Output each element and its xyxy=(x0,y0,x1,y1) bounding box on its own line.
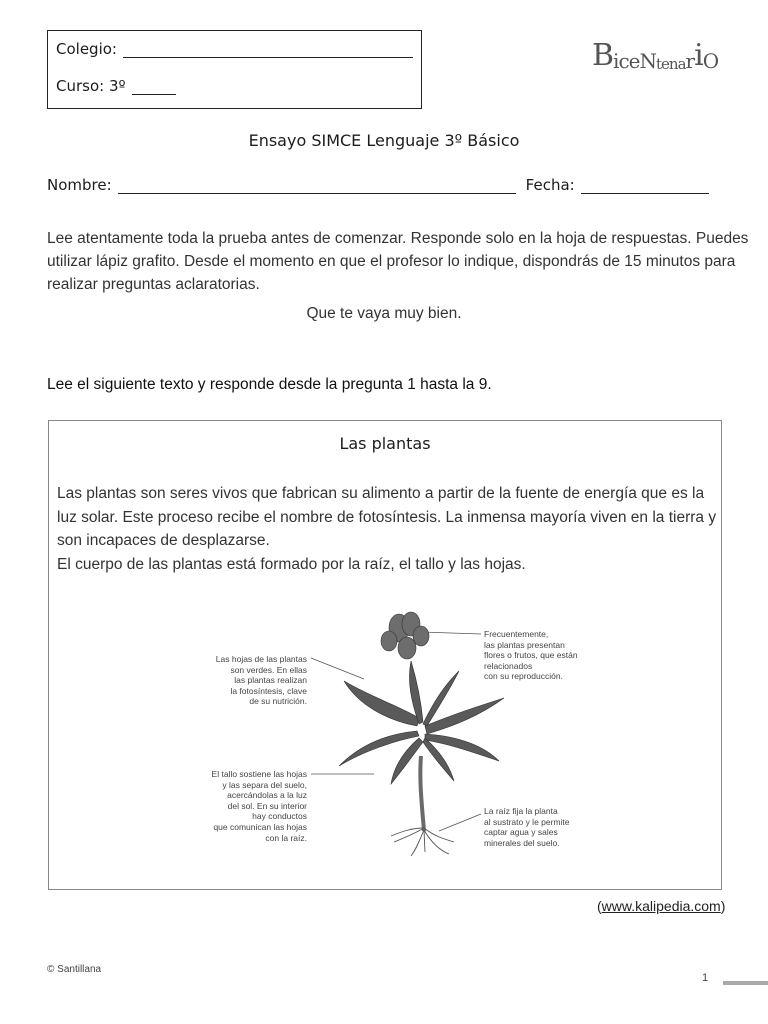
nombre-blank-line[interactable] xyxy=(118,181,516,194)
caption-leaves: Las hojas de las plantas son verdes. En ellas las plantas realizan la fotosíntesis, clave de su nutrición. xyxy=(215,654,307,707)
source-close-paren: ) xyxy=(720,898,726,914)
instructions-text: Lee atentamente toda la prueba antes de comenzar. Responde solo en la hoja de respuestas. Puedes utilizar lápiz grafito. Desde el momento en que el profesor lo indique, dispondrás de 15 minutos para realizar preguntas aclaratorias. xyxy=(47,230,749,293)
reading-paragraph-1: Las plantas son seres vivos que fabrican su alimento a partir de la fuente de energía que es la luz solar. Este proceso recibe el nombre de fotosíntesis. La inmensa mayoría viven en la tierra y son incapaces de desplazarse. xyxy=(57,485,717,549)
nombre-label: Nombre: xyxy=(47,176,112,194)
curso-label: Curso: 3º xyxy=(56,77,126,95)
source-open-paren: ( xyxy=(597,898,602,914)
curso-blank-line[interactable] xyxy=(132,82,176,95)
caption-flowers: Frecuentemente, las plantas presentan flores o frutos, que están relacionados con su reproducción. xyxy=(484,629,578,682)
question-intro: Lee el siguiente texto y responde desde la pregunta 1 hasta la 9. xyxy=(47,376,492,393)
reading-box xyxy=(48,420,722,890)
reading-paragraph-2: El cuerpo de las plantas está formado por la raíz, el tallo y las hojas. xyxy=(57,555,526,573)
page-number: 1 xyxy=(702,972,709,984)
curso-field xyxy=(56,77,176,95)
page-title: Ensayo SIMCE Lenguaje 3º Básico xyxy=(248,131,520,150)
colegio-blank-line[interactable] xyxy=(123,45,413,58)
plant-figure xyxy=(149,606,629,866)
reading-body xyxy=(57,482,722,576)
caption-stem: El tallo sostiene las hojas y las separa del suelo, acercándolas a la luz del sol. En su interior hay conductos que comunican las hojas con la raíz. xyxy=(211,769,307,843)
page-bar-decoration xyxy=(723,981,768,985)
fecha-label: Fecha: xyxy=(525,176,575,194)
source-citation xyxy=(597,898,725,914)
farewell-text: Que te vaya muy bien. xyxy=(306,305,462,322)
colegio-label: Colegio: xyxy=(56,40,117,58)
bicentenario-logo: B i ce N tena r i O xyxy=(592,38,719,73)
fecha-blank-line[interactable] xyxy=(581,181,709,194)
copyright-text: © Santillana xyxy=(47,964,102,975)
colegio-field xyxy=(56,40,413,58)
caption-root: La raíz fija la planta al sustrato y le permite captar agua y sales minerales del suelo. xyxy=(484,806,570,848)
student-fields xyxy=(47,176,709,194)
school-info-box xyxy=(47,30,422,109)
reading-title: Las plantas xyxy=(339,434,431,453)
source-link[interactable]: www.kalipedia.com xyxy=(601,898,721,914)
